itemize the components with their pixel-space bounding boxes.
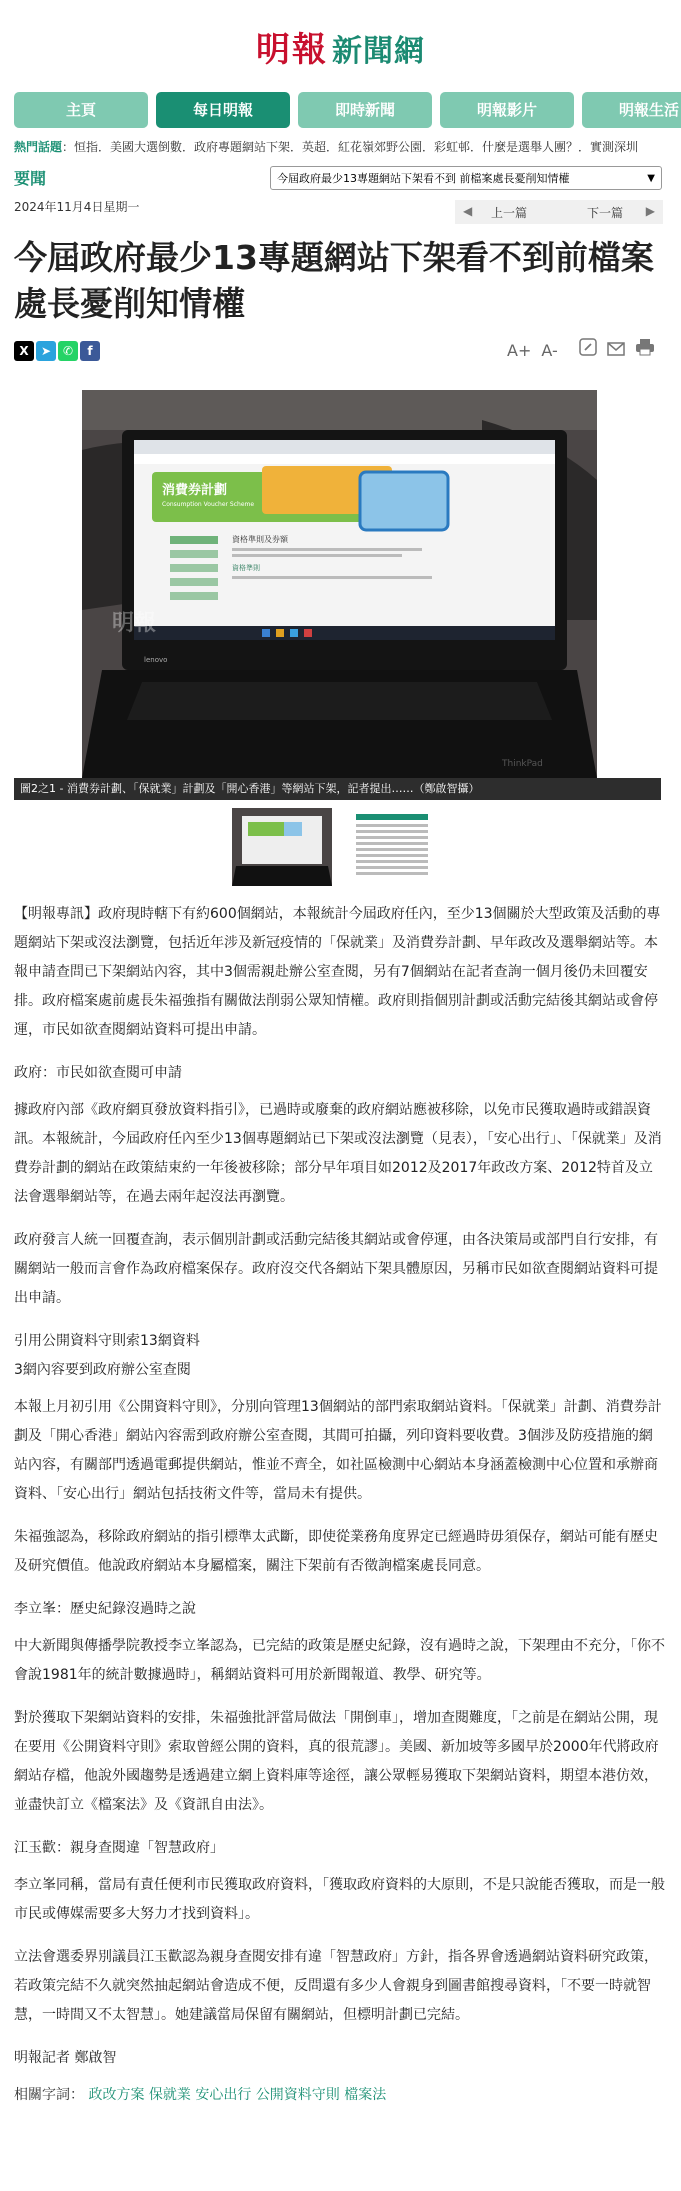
photo-watermark: 明報 [112,610,157,636]
facebook-share-icon[interactable]: f [80,341,100,361]
telegram-share-icon[interactable]: ➤ [36,341,56,361]
article-tools [507,338,665,360]
keyword-link[interactable]: 公開資料守則 [255,2087,340,2103]
article-paragraph: 中大新聞與傳播學院教授李立峯認為，已完結的政策是歷史紀錄，沒有過時之說，下架理由不充分，「你不會說1981年的統計數據過時」，稱網站資料可用於新聞報道、教學、研究等。 [14,1638,665,1683]
reporter-byline: 明報記者 鄭啟智 [14,2050,117,2066]
article-select[interactable] [270,166,662,190]
font-decrease-icon[interactable]: A- [541,341,558,360]
x-share-icon[interactable]: X [14,341,34,361]
article-select-value: 今屆政府最少13專題網站下架看不到 前檔案處長憂削知情權 [277,172,570,185]
screen-banner-subtext: Consumption Voucher Scheme [162,501,255,508]
font-increase-icon[interactable]: A+ [507,341,532,360]
nav-tab-home[interactable]: 主頁 [14,92,148,128]
publish-date: 2024年11月4日星期一 [14,200,140,214]
nav-tab-instant-news[interactable]: 即時新聞 [298,92,432,128]
keyword-link[interactable]: 政改方案 [88,2087,145,2103]
nav-tab-lifestyle[interactable]: 明報生活 [582,92,681,128]
article-paragraph: 李立峯同稱，當局有責任便利市民獲取政府資料，「獲取政府資料的大原則，不是只說能否獲取，而是一般市民或傳媒需要多大努力才找到資料」。 [14,1877,665,1922]
article-paragraph: 【明報專訊】政府現時轄下有約600個網站，本報統計今屆政府任內，至少13個關於大型政策及活動的專題網站下架或沒法瀏覽，包括近年涉及新冠疫情的「保就業」及消費券計劃、早年政改及選舉網站等。本報申請查問已下架網站內容，其中3個需親赴辦公室查閱，另有7個網站在記者查詢一個月後仍未回覆安排。政府檔案處前處長朱福強指有關做法削弱公眾知情權。政府則指個別計劃或活動完結後其網站或會停運，市民如欲查閱網站資料可提出申請。 [14,906,661,1038]
nav-tab-videos[interactable]: 明報影片 [440,92,574,128]
screen-heading-2: 資格準則 [232,564,260,572]
hot-topics-bar [14,138,676,155]
chevron-right-icon[interactable]: ▶ [645,204,655,218]
main-nav [14,92,681,130]
article-paragraph: 朱福強認為，移除政府網站的指引標準太武斷，即使從業務角度界定已經過時毋須保存，網站可能有歷史及研究價值。他說政府網站本身屬檔案，關注下架前有否徵詢檔案處長同意。 [14,1529,658,1574]
laptop-model-text: ThinkPad [502,759,543,769]
thumbnail-2[interactable] [342,808,442,886]
article-subheading: 引用公開資料守則索13網資料 [14,1333,200,1349]
article-paragraph: 對於獲取下架網站資料的安排，朱福強批評當局做法「開倒車」，增加查閱難度，「之前是在網站公開，現在要用《公開資料守則》索取曾經公開的資料，真的很荒謬」。美國、新加坡等多國早於2000年代將政府網站存檔，他說外國趨勢是透過建立網上資料庫等途徑，讓公眾輕易獲取下架網站資料，期望本港仿效，並盡快訂立《檔案法》及《資訊自由法》。 [14,1710,659,1813]
laptop-photo-illustration [82,390,597,778]
article-paragraph: 本報上月初引用《公開資料守則》，分別向管理13個網站的部門索取網站資料。「保就業」計劃、消費券計劃及「開心香港」網站內容需到政府辦公室查閱，其間可拍攝，列印資料要收費。3個涉及防疫措施的網站內容，有關部門透過電郵提供網站，惟並不齊全，如社區檢測中心網站本身涵蓋檢測中心位置和承辦商資料、「安心出行」網站包括技術文件等，當局未有提供。 [14,1399,662,1502]
site-logo[interactable] [0,0,681,68]
email-icon[interactable] [607,341,625,360]
screen-banner-text: 消費券計劃 [162,483,228,498]
article-body [14,900,666,2110]
link-icon[interactable] [579,338,597,360]
laptop-brand-text: lenovo [144,656,168,664]
keywords-label: 相關字詞： [14,2087,84,2103]
article-title: 今屆政府最少13專題網站下架看不到前檔案處長憂削知情權 [14,238,654,323]
whatsapp-share-icon[interactable]: ✆ [58,341,78,361]
screen-heading: 資格準則及券額 [232,535,288,544]
prev-article-link[interactable]: 上一篇 [491,206,528,220]
keyword-link[interactable]: 保就業 [148,2087,191,2103]
article-pager [455,200,663,224]
nav-tab-daily[interactable]: 每日明報 [156,92,290,128]
thumbnail-1-image [232,808,332,886]
section-label[interactable]: 要聞 [14,169,47,188]
share-bar [14,340,102,361]
keyword-link[interactable]: 安心出行 [195,2087,252,2103]
hot-topics-links[interactable]: ：恒指．美國大選倒數．政府專題網站下架．英超．紅花嶺郊野公園．彩虹邨．什麼是選舉人團？．實測深圳 [62,140,639,154]
article-paragraph: 政府發言人統一回覆查詢，表示個別計劃或活動完結後其網站或會停運，由各決策局或部門自行安排，有關網站一般而言會作為政府檔案保存。政府沒交代各網站下架具體原因，另稱市民如欲查閱網站資料可提出申請。 [14,1232,658,1306]
article-subheading: 江玉歡：親身查閱違「智慧政府」 [14,1840,224,1856]
article-subheading: 3網內容要到政府辦公室查閱 [14,1362,191,1378]
article-paragraph: 立法會選委界別議員江玉歡認為親身查閱安排有違「智慧政府」方針，指各界會透過網站資料研究政策，若政策完結不久就突然抽起網站會造成不便，反問還有多少人會親身到圖書館搜尋資料，「不要一時就智慧，一時間又不太智慧」。她建議當局保留有關網站，但標明計劃已完結。 [14,1949,658,2023]
article-photo[interactable] [82,390,597,778]
keyword-link[interactable]: 檔案法 [344,2087,387,2103]
thumbnail-2-image [342,808,442,886]
chevron-down-icon: ▼ [647,173,655,184]
photo-caption: 圖2之1 - 消費券計劃、「保就業」計劃及「開心香港」等網站下架，記者提出……（鄭啟智攝） [14,778,661,800]
article-subheading: 李立峯：歷史紀錄沒過時之說 [14,1601,196,1617]
thumbnail-1[interactable] [232,808,332,886]
keywords-row [14,2081,666,2110]
chevron-left-icon[interactable]: ◀ [463,204,473,218]
logo-site-name: 新聞網 [332,34,425,69]
next-article-link[interactable]: 下一篇 [587,206,624,220]
hot-topics-label: 熱門話題 [14,140,63,154]
article-paragraph: 據政府內部《政府網頁發放資料指引》，已過時或廢棄的政府網站應被移除，以免市民獲取過時或錯誤資訊。本報統計，今屆政府任內至少13個專題網站已下架或沒法瀏覽（見表），「安心出行」、「保就業」及消費券計劃的網站在政策結束約一年後被移除；部分早年項目如2012及2017年政改方案、2012特首及立法會選舉網站等，在過去兩年起沒法再瀏覽。 [14,1102,662,1205]
article-subheading: 政府：市民如欲查閱可申請 [14,1065,182,1081]
logo-brand: 明報 [256,30,328,70]
print-icon[interactable] [635,338,655,360]
